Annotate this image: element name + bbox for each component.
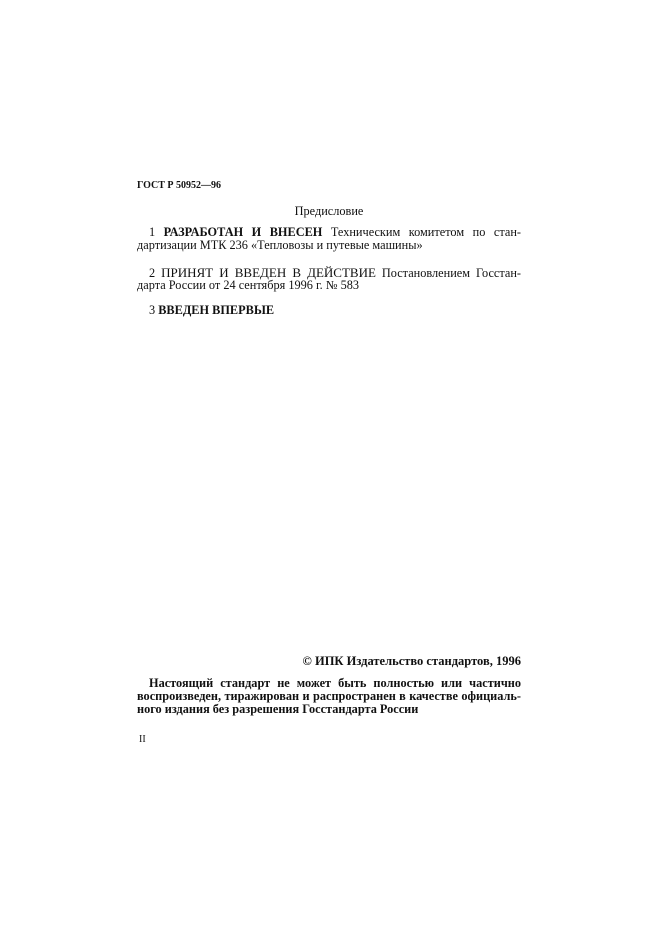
item-2-line-2: дарта России от 24 сентября 1996 г. № 583 — [137, 278, 360, 292]
item-number: 2 — [149, 266, 156, 280]
item-1-line-2: дартизации МТК 236 «Тепловозы и путевые машины» — [137, 238, 423, 252]
notice-line-1: Настоящий стандарт не может быть полностью или частично — [149, 676, 521, 690]
notice-line-3: ного издания без разрешения Госстандарта России — [137, 702, 419, 716]
item-3 — [149, 304, 521, 317]
item-bold: ВВЕДЕН ВПЕРВЫЕ — [158, 303, 275, 317]
notice-line-2: воспроизведен, тиражирован и распространен в качестве официаль- — [137, 689, 521, 703]
document-header: ГОСТ Р 50952—96 — [137, 180, 222, 191]
copyright: © ИПК Издательство стандартов, 1996 — [302, 654, 521, 668]
item-text: Техническим комитетом по стан- — [330, 225, 521, 239]
page-number: II — [139, 734, 146, 745]
item-text: Постановлением Госстан- — [381, 266, 522, 280]
item-number: 3 — [149, 303, 156, 317]
item-bold: ПРИНЯТ И ВВЕДЕН В ДЕЙСТВИЕ — [161, 265, 376, 280]
section-title: Предисловие — [294, 204, 364, 218]
item-bold: РАЗРАБОТАН И ВНЕСЕН — [163, 225, 323, 239]
item-number: 1 — [149, 225, 156, 239]
